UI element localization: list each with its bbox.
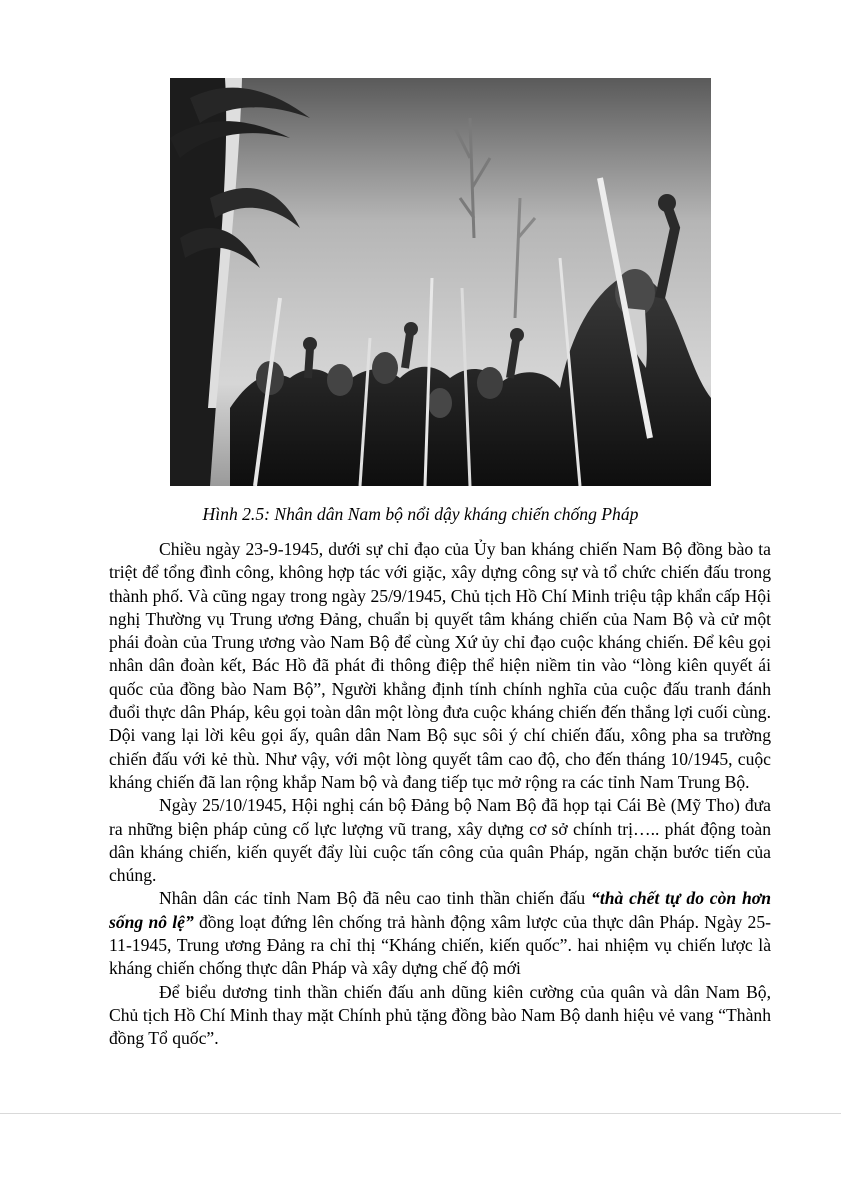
paragraph-text: Để biểu dương tinh thần chiến đấu anh dũng kiên cường của quân và dân Nam Bộ, Chủ tịch Hồ Chí Minh thay mặt Chính phủ tặng đồng bào Nam Bộ danh hiệu vẻ vang “Thành đồng Tổ quốc”. xyxy=(109,981,771,1049)
paragraph-text: đồng loạt đứng lên chống trả hành động xâm lược của thực dân Pháp. Ngày 25-11-1945, Trung ương Đảng ra chỉ thị “Kháng chiến, kiến quốc”. hai nhiệm vụ chiến lược là kháng chiến chống thực dân Pháp và xây dựng chế độ mới xyxy=(109,911,771,979)
paragraph-4 xyxy=(109,981,771,1051)
paragraph-text: Nhân dân các tỉnh Nam Bộ đã nêu cao tinh thần chiến đấu xyxy=(159,888,592,909)
paragraph-2 xyxy=(109,794,771,887)
paragraph-3 xyxy=(109,887,771,980)
paragraph-1 xyxy=(109,538,771,794)
quoted-slogan: “thà chết tự do còn hơn sống nô lệ” xyxy=(109,888,771,932)
figure-caption: Hình 2.5: Nhân dân Nam bộ nổi dậy kháng chiến chống Pháp xyxy=(202,504,639,524)
document-body xyxy=(109,538,771,1051)
page-divider xyxy=(0,1113,841,1114)
photo-illustration xyxy=(170,78,711,486)
paragraph-text: Chiều ngày 23-9-1945, dưới sự chỉ đạo của Ủy ban kháng chiến Nam Bộ đồng bào ta triệt để tổng đình công, không hợp tác với giặc, xây dựng công sự và tổ chức chiến đấu trong thành phố. Và cũng ngay trong ngày 25/9/1945, Chủ tịch Hồ Chí Minh triệu tập khẩn cấp Hội nghị Thường vụ Trung ương Đảng, chuẩn bị quyết tâm kháng chiến của Nam Bộ và cử một phái đoàn của Trung ương vào Nam Bộ để cùng Xứ ủy chỉ đạo cuộc kháng chiến. Để kêu gọi nhân dân đoàn kết, Bác Hồ đã phát đi thông điệp thể hiện niềm tin vào “lòng kiên quyết ái quốc của đồng bào Nam Bộ”, Người khẳng định tính chính nghĩa của cuộc đấu tranh đánh đuổi thực dân Pháp, kêu gọi toàn dân một lòng đưa cuộc kháng chiến đến thắng lợi cuối cùng. Dội vang lại lời kêu gọi ấy, quân dân Nam Bộ sục sôi ý chí chiến đấu, xông pha sa trường chiến đấu với kẻ thù. Như vậy, với một lòng quyết tâm cao độ, cho đến tháng 10/1945, cuộc kháng chiến đã lan rộng khắp Nam bộ và đang tiếp tục mở rộng ra các tỉnh Nam Trung Bộ. xyxy=(109,539,771,792)
paragraph-text: Ngày 25/10/1945, Hội nghị cán bộ Đảng bộ Nam Bộ đã họp tại Cái Bè (Mỹ Tho) đưa ra những biện pháp củng cố lực lượng vũ trang, xây dựng cơ sở chính trị….. phát động toàn dân kháng chiến, kiến quyết đẩy lùi cuộc tấn công của quân Pháp, ngăn chặn bước tiến của chúng. xyxy=(109,795,771,886)
historical-photo xyxy=(170,78,711,486)
